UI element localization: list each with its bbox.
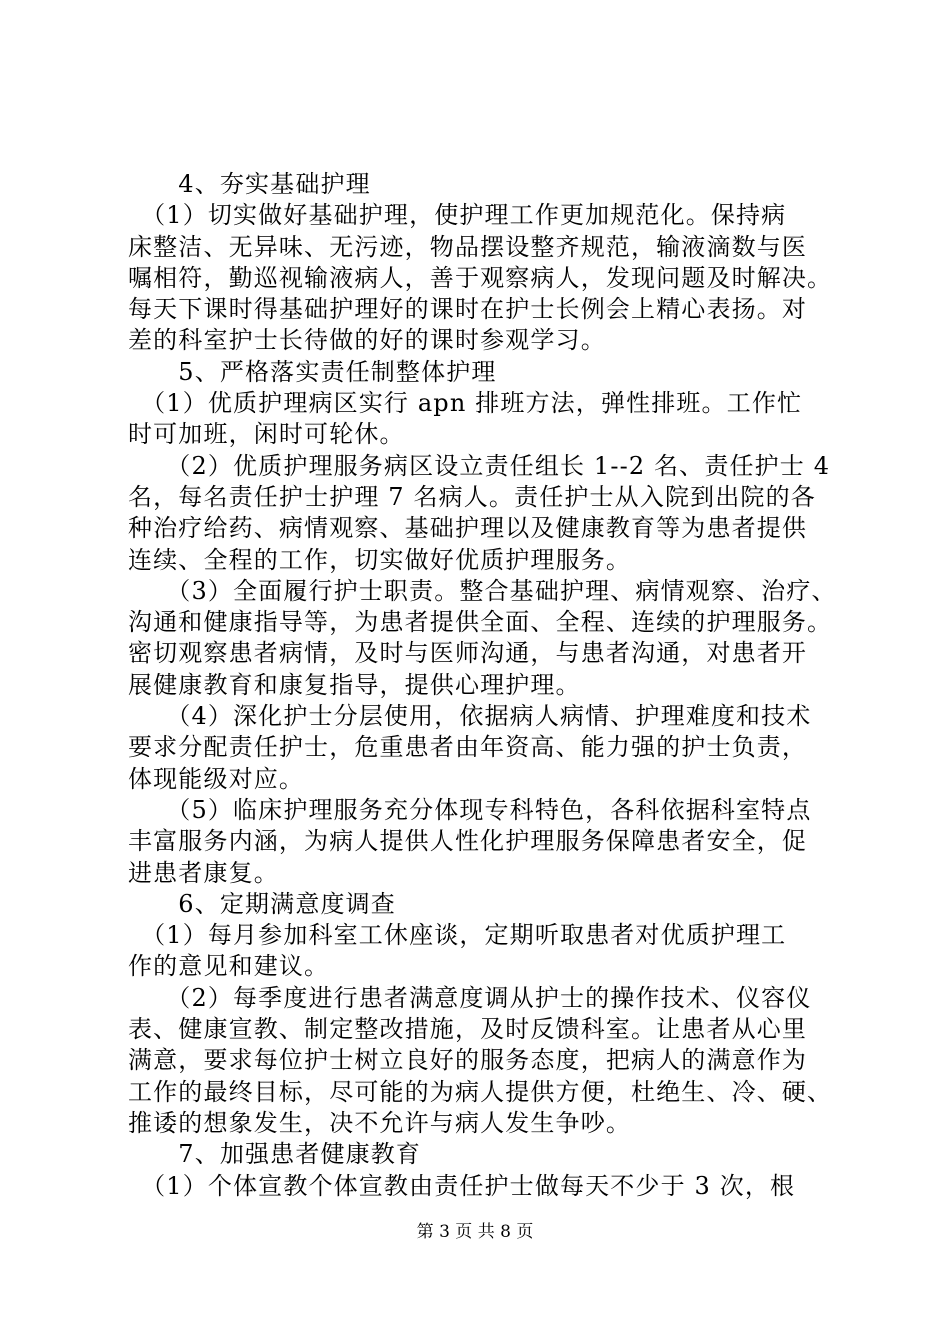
text-line: 时可加班，闲时可轮休。 [128, 420, 405, 449]
text-line: 要求分配责任护士，危重患者由年资高、能力强的护士负责， [128, 733, 808, 762]
text-line: （1）优质护理病区实行 apn 排班方法，弹性排班。工作忙 [128, 389, 803, 418]
page-number-footer: 第 3 页 共 8 页 [416, 1222, 534, 1242]
text-line: 密切观察患者病情，及时与医师沟通，与患者沟通，对患者开 [128, 639, 808, 668]
text-line: （2）优质护理服务病区设立责任组长 1--2 名、责任护士 4 [128, 451, 831, 480]
text-line: 展健康教育和康复指导，提供心理护理。 [128, 670, 581, 699]
document-body [128, 169, 837, 1202]
text-line: 满意，要求每位护士树立良好的服务态度，把病人的满意作为 [128, 1046, 808, 1075]
text-line: 连续、全程的工作，切实做好优质护理服务。 [128, 545, 631, 574]
text-line: 每天下课时得基础护理好的课时在护士长例会上精心表扬。对 [128, 295, 808, 324]
text-line: （2）每季度进行患者满意度调从护士的操作技术、仪容仪 [128, 983, 812, 1012]
text-line: 6、定期满意度调查 [128, 889, 396, 918]
text-line: 床整洁、无异味、无污迹，物品摆设整齐规范，输液滴数与医 [128, 232, 808, 261]
text-line: 5、严格落实责任制整体护理 [128, 357, 497, 386]
text-line: 推诿的想象发生，决不允许与病人发生争吵。 [128, 1108, 631, 1137]
text-line: 7、加强患者健康教育 [128, 1140, 422, 1169]
text-line: 作的意见和建议。 [128, 952, 330, 981]
text-line: （5）临床护理服务充分体现专科特色，各科依据科室特点 [128, 795, 812, 824]
text-line: 名，每名责任护士护理 7 名病人。责任护士从入院到出院的各 [128, 482, 816, 511]
text-line: （3）全面履行护士职责。整合基础护理、病情观察、治疗、 [128, 576, 837, 605]
text-line: 差的科室护士长待做的好的课时参观学习。 [128, 326, 606, 355]
text-line: 沟通和健康指导等，为患者提供全面、全程、连续的护理服务。 [128, 608, 833, 637]
text-line: 体现能级对应。 [128, 764, 305, 793]
text-line: （4）深化护士分层使用，依据病人病情、护理难度和技术 [128, 702, 812, 731]
text-line: 丰富服务内涵，为病人提供人性化护理服务保障患者安全，促 [128, 827, 808, 856]
text-line: （1）切实做好基础护理，使护理工作更加规范化。保持病 [128, 201, 787, 230]
text-line: 4、夯实基础护理 [128, 170, 371, 198]
text-line: 嘱相符，勤巡视输液病人，善于观察病人，发现问题及时解决。 [128, 263, 833, 292]
text-line: （1）每月参加科室工休座谈，定期听取患者对优质护理工 [128, 921, 787, 950]
text-line: 种治疗给药、病情观察、基础护理以及健康教育等为患者提供 [128, 514, 808, 543]
text-line: 工作的最终目标，尽可能的为病人提供方便，杜绝生、冷、硬、 [128, 1077, 833, 1106]
text-line: （1）个体宣教个体宣教由责任护士做每天不少于 3 次，根 [128, 1171, 796, 1200]
text-line: 表、健康宣教、制定整改措施，及时反馈科室。让患者从心里 [128, 1015, 808, 1044]
text-line: 进患者康复。 [128, 858, 279, 887]
